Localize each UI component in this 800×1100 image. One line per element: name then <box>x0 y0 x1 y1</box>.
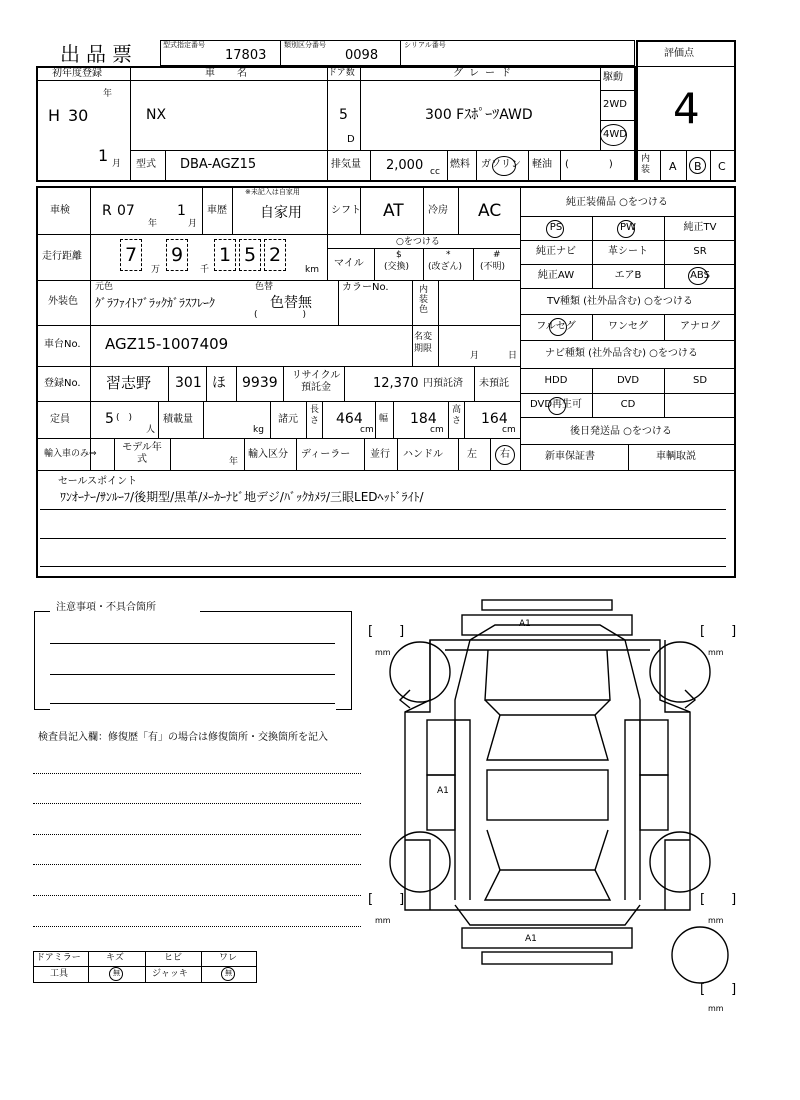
mileage-digit: 5 <box>244 244 257 266</box>
type-no: 17803 <box>225 48 267 63</box>
bracket-front-right: [ ] <box>700 624 737 639</box>
tools-tool-value: 無 <box>113 969 120 977</box>
damage-rear-bumper: A1 <box>525 934 537 944</box>
first-reg-label: 初年度登録 <box>52 68 102 79</box>
chassis: AGZ15-1007409 <box>105 335 229 353</box>
tools-jack: ジャッキ <box>152 969 188 979</box>
reg-label: 登録No. <box>44 378 81 389</box>
height-cm: cm <box>502 425 516 435</box>
color-label: 外装色 <box>48 296 78 307</box>
grade: 300 FｽﾎﾟｰﾂAWD <box>425 107 533 123</box>
repaint-paren: ( ) <box>254 310 307 320</box>
length: 464 <box>336 411 363 427</box>
mm-rear-left: mm <box>375 916 391 925</box>
handle-right-circle <box>495 445 515 465</box>
mileage-digit-box <box>264 239 286 271</box>
repaint: 色替無 <box>270 295 312 311</box>
reg-class: 301 <box>175 375 202 391</box>
chassis-label: 車台No. <box>44 339 81 350</box>
door-suffix: D <box>347 134 355 145</box>
fuel-diesel[interactable]: 軽油 <box>532 159 552 170</box>
tv-label: TV種類 (社外品含む) ○をつける <box>547 296 693 307</box>
fuel-gasoline-circle <box>492 156 516 176</box>
mileage-digit: 2 <box>269 244 282 266</box>
damage-front-bumper: A1 <box>519 619 531 629</box>
unknown-option[interactable]: (不明) <box>480 262 506 272</box>
nav-item[interactable]: SD <box>692 375 708 386</box>
handle-right[interactable]: 右 <box>500 449 510 460</box>
orig-color-label: 元色 <box>95 282 114 292</box>
bracket-rear-right: [ ] <box>700 892 737 907</box>
interior-c[interactable]: C <box>718 160 726 173</box>
model: DBA-AGZ15 <box>180 157 257 172</box>
fullseg-circle <box>549 318 567 336</box>
man-unit: 万 <box>151 265 161 275</box>
dvd-play-circle <box>548 397 566 415</box>
tools-tool: 工具 <box>50 969 69 979</box>
unknown-symbol: # <box>493 250 501 260</box>
reg-num: 9939 <box>242 375 278 391</box>
equipment-item[interactable]: 純正TV <box>683 222 717 233</box>
recycle-label: リサイクル預託金 <box>291 370 341 393</box>
equipment-item[interactable]: 革シート <box>608 246 648 257</box>
km-unit: km <box>305 265 319 275</box>
mileage-digit-box <box>166 239 188 271</box>
first-reg-era: H <box>48 106 61 125</box>
height: 164 <box>481 411 508 427</box>
tv-item[interactable]: アナログ <box>680 321 720 332</box>
name-change-day: 日 <box>508 351 518 361</box>
later-label: 後日発送品 ○をつける <box>570 426 672 437</box>
equipment-item[interactable]: エアB <box>614 270 642 281</box>
interior-color-label: 内装色 <box>419 285 429 315</box>
repaint-label: 色替 <box>255 282 274 292</box>
mile-option[interactable]: マイル <box>334 258 364 269</box>
dealer-option[interactable]: ディーラー <box>301 449 351 460</box>
reg-kana: ほ <box>212 375 226 391</box>
bracket-rear-left: [ ] <box>368 892 405 907</box>
interior-label: 内装 <box>641 154 651 175</box>
tools-mirror: ドアミラー <box>36 953 81 963</box>
name-change-label: 名変期限 <box>414 332 433 354</box>
pw-circle <box>617 220 635 238</box>
handle-left[interactable]: 左 <box>467 449 477 460</box>
tamper-option[interactable]: (改ざん) <box>428 262 463 272</box>
tools-jack-value: 無 <box>225 969 232 977</box>
year-unit: 年 <box>103 89 113 99</box>
recycle: 12,370 <box>373 376 419 391</box>
ac: AC <box>478 201 502 221</box>
cc-unit: cc <box>430 167 440 177</box>
nav-item[interactable]: DVD <box>616 375 640 386</box>
tamper-symbol: * <box>446 250 451 260</box>
model-year-label: モデル年式 <box>122 442 162 465</box>
tv-item[interactable]: フルセグ <box>536 321 576 332</box>
interior-a[interactable]: A <box>669 160 677 173</box>
sheet-title: 出品票 <box>60 42 138 66</box>
shaken-year: 07 <box>117 203 135 219</box>
mileage-mark-note: ○をつける <box>396 237 440 247</box>
shaken-month: 1 <box>177 203 186 219</box>
load-kg: kg <box>253 425 264 435</box>
score-label: 評価点 <box>664 48 694 59</box>
first-reg-month: 1 <box>98 146 109 165</box>
later-manual[interactable]: 車輌取説 <box>656 451 696 462</box>
damage-left-side: A1 <box>437 786 449 796</box>
first-reg-year: 30 <box>68 106 89 125</box>
recycle-not[interactable]: 未預託 <box>479 378 509 389</box>
name-change-month: 月 <box>470 351 480 361</box>
car-name-label: 車名 <box>205 68 269 79</box>
dims-label: 諸元 <box>278 414 298 425</box>
tools-crack: ヒビ <box>164 953 183 963</box>
equipment-item[interactable]: 純正AW <box>537 270 575 281</box>
sales-label: セールスポイント <box>58 476 138 487</box>
orig-color: ｸﾞﾗﾌｧｲﾄﾌﾞﾗｯｸｶﾞﾗｽﾌﾚｰｸ <box>95 296 216 310</box>
recycle-unit: 円預託済 <box>423 378 463 389</box>
mileage-digit-box <box>120 239 142 271</box>
capacity-label: 定員 <box>50 414 70 425</box>
nav-item[interactable]: HDD <box>544 375 568 386</box>
width-label: 幅 <box>379 414 389 424</box>
month-unit: 月 <box>112 159 122 169</box>
length-label: 長さ <box>310 405 320 426</box>
equipment-item[interactable]: 純正ナビ <box>536 246 576 257</box>
width-cm: cm <box>430 425 444 435</box>
person-unit: 人 <box>146 425 156 435</box>
interior-b-circle <box>689 157 706 174</box>
capacity: 5 <box>105 411 114 427</box>
type-no-label: 型式指定番号 <box>163 41 205 49</box>
serial-label: シリアル番号 <box>404 41 446 49</box>
shaken-era: R <box>102 203 112 219</box>
history-note: ※未記入は自家用 <box>245 188 300 196</box>
mm-spare: mm <box>708 1004 724 1013</box>
equipment-item[interactable]: SR <box>693 246 707 257</box>
capacity-paren: ( ) <box>116 413 133 423</box>
later-warranty[interactable]: 新車保証書 <box>545 451 595 462</box>
reg-area: 習志野 <box>106 374 152 392</box>
mileage-digit-box <box>214 239 236 271</box>
mm-rear-right: mm <box>708 916 724 925</box>
notes-label: 注意事項・不具合箇所 <box>56 602 156 613</box>
length-cm: cm <box>360 425 374 435</box>
history: 自家用 <box>260 205 302 221</box>
notes-bracket <box>34 611 352 709</box>
tv-item[interactable]: ワンセグ <box>608 321 648 332</box>
shaken-year-unit: 年 <box>148 219 158 229</box>
interior-b[interactable]: B <box>694 160 702 173</box>
score-value: 4 <box>673 84 700 133</box>
equipment-item[interactable]: PS <box>549 222 563 233</box>
jack-none-circle <box>221 967 235 981</box>
model-year-unit: 年 <box>229 457 239 467</box>
mileage-digit: 7 <box>125 244 138 266</box>
mm-front-right: mm <box>708 648 724 657</box>
fuel-paren: ( ) <box>565 159 613 170</box>
model-label: 型式 <box>136 159 156 170</box>
displacement: 2,000 <box>386 158 424 173</box>
inspector-label: 検査員記入欄：修復歴「有」の場合は修復箇所・交換箇所を記入 <box>38 732 328 743</box>
sales-text: ﾜﾝｵｰﾅｰ/ｻﾝﾙｰﾌ/後期型/黒革/ﾒｰｶｰﾅﾋﾞ地デジ/ﾊﾞｯｸｶﾒﾗ/三眼LEDﾍｯﾄﾞﾗｲﾄ/ <box>60 490 424 504</box>
fuel-label: 燃料 <box>450 159 470 170</box>
height-label: 高さ <box>452 405 462 426</box>
color-no-label: カラーNo. <box>342 282 389 293</box>
genuine-label: 純正装備品 ○をつける <box>566 197 668 208</box>
shift-label: シフト <box>331 205 361 216</box>
width: 184 <box>410 411 437 427</box>
history-label: 車歴 <box>207 205 227 216</box>
equipment-item[interactable]: PW <box>620 222 636 233</box>
mileage-digit-box <box>239 239 261 271</box>
nav-item[interactable]: DVD再生可 <box>529 399 583 410</box>
drive-4wd-circle <box>600 124 627 146</box>
drive-4wd[interactable]: 4WD <box>603 129 627 140</box>
displacement-label: 排気量 <box>331 159 361 170</box>
shift: AT <box>383 201 404 221</box>
doors: 5 <box>339 107 348 123</box>
tools-broken: ワレ <box>219 953 238 963</box>
tools-scratch: キズ <box>106 953 124 963</box>
fuel-gasoline[interactable]: ガソリン <box>481 159 521 170</box>
parallel-option[interactable]: 並行 <box>370 449 390 460</box>
equipment-item[interactable]: ABS <box>690 270 710 281</box>
nav-item[interactable]: CD <box>620 399 636 410</box>
drive-label: 駆動 <box>603 72 623 83</box>
handle-label: ハンドル <box>403 449 443 460</box>
ps-circle <box>546 220 564 238</box>
tool-none-circle <box>109 967 123 981</box>
shaken-label: 車検 <box>50 205 70 216</box>
grade-label: グレード <box>453 68 517 79</box>
nav-label: ナビ種類 (社外品含む) ○をつける <box>545 348 698 359</box>
car-name: NX <box>146 107 167 123</box>
class-no: 0098 <box>345 48 379 63</box>
mileage-digit: 1 <box>219 244 232 266</box>
abs-circle <box>688 267 708 285</box>
mileage-label: 走行距離 <box>42 251 82 262</box>
import-class-label: 輸入区分 <box>248 449 288 460</box>
swap-option[interactable]: (交換) <box>384 262 410 272</box>
shaken-month-unit: 月 <box>188 219 198 229</box>
mileage-digit: 9 <box>171 244 184 266</box>
drive-2wd[interactable]: 2WD <box>603 99 627 110</box>
doors-label: ドア数 <box>328 68 355 78</box>
load-label: 積載量 <box>163 414 193 425</box>
sen-unit: 千 <box>200 265 210 275</box>
ac-label: 冷房 <box>428 205 448 216</box>
class-no-label: 類別区分番号 <box>284 41 326 49</box>
bracket-front-left: [ ] <box>368 624 405 639</box>
mm-front-left: mm <box>375 648 391 657</box>
swap-symbol: $ <box>396 250 402 260</box>
import-label: 輸入車のみ⇒ <box>44 449 97 459</box>
bracket-spare: [ ] <box>700 982 737 997</box>
